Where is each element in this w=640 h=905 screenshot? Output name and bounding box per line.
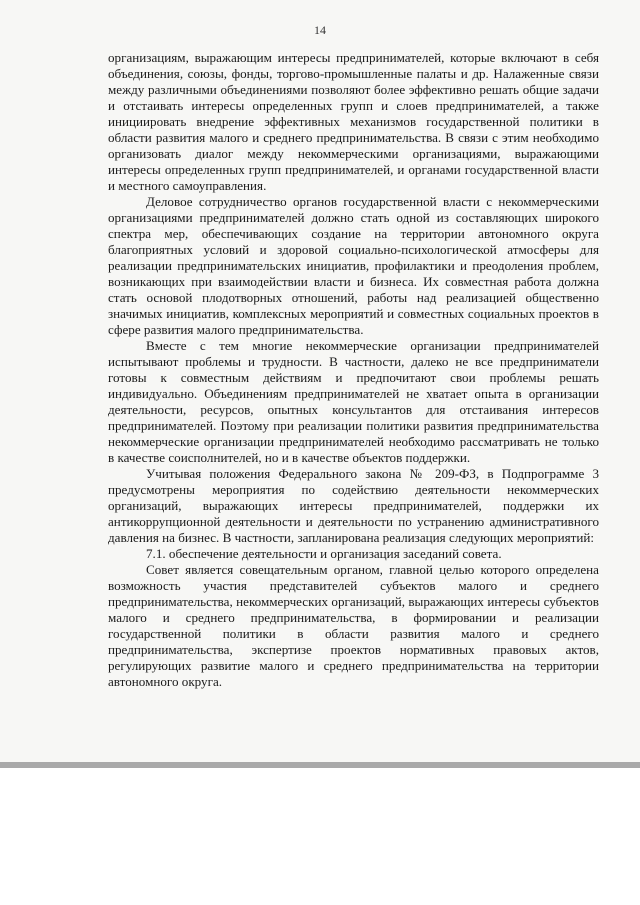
paragraph-4: Учитывая положения Федерального закона № 209-ФЗ, в Подпрограмме 3 предусмотрены мероприятия по содействию деятельности некоммерческих организаций, выражающих интересы предпринимателей, поддержки их антикоррупционной деятельности и деятельности по устранению административного давления на бизнес. В частности, запланирована реализация следующих мероприятий: [108,466,599,545]
paragraph-1: организациям, выражающим интересы предпринимателей, которые включают в себя объединения, союзы, фонды, торгово-промышленные палаты и др. Налаженные связи между различными объединениями позволяют более эффективно решать общие задачи и отстаивать интересы определенных групп и слоев предпринимателей, а также инициировать внедрение эффективных механизмов государственной политики в области развития малого и среднего предпринимательства. В связи с этим необходимо организовать диалог между некоммерческими организациями, выражающими интересы определенных групп предпринимателей, и органами государственной власти и местного самоуправления. [108,50,599,193]
document-body [108,50,599,690]
paragraph-6: Совет является совещательным органом, главной целью которого определена возможность участия представителей субъектов малого и среднего предпринимательства, некоммерческих организаций, выражающих интересы субъектов малого и среднего предпринимательства, в формировании и реализации государственной политики в области развития малого и среднего предпринимательства, экспертизе проектов нормативных правовых актов, регулирующих развитие малого и среднего предпринимательства на территории автономного округа. [108,562,599,689]
scan-edge-strip [0,762,640,768]
paragraph-3: Вместе с тем многие некоммерческие организации предпринимателей испытывают проблемы и трудности. В частности, далеко не все предприниматели готовы к совместным действиям и предпочитают свои проблемы решать индивидуально. Объединениям предпринимателей не хватает опыта в организации деятельности, ресурсов, опытных консультантов для отстаивания интересов предпринимателей. Поэтому при реализации политики развития предпринимательства некоммерческие организации предпринимателей необходимо рассматривать не только в качестве соисполнителей, но и в качестве объектов поддержки. [108,338,599,465]
paragraph-2: Деловое сотрудничество органов государственной власти с некоммерческими организациями предпринимателей должно стать одной из составляющих широкого спектра мер, обеспечивающих создание на территории автономного округа благоприятных условий и здоровой социально-психологической атмосферы для реализации предпринимательских инициатив, профилактики и преодоления проблем, возникающих при взаимодействии власти и бизнеса. Их совместная работа должна стать основой плодотворных отношений, работы над реализацией общественно значимых инициатив, комплексных мероприятий и совместных социальных проектов в сфере развития малого предпринимательства. [108,194,599,337]
page-number: 14 [314,23,326,37]
paragraph-5: 7.1. обеспечение деятельности и организация заседаний совета. [146,546,502,561]
